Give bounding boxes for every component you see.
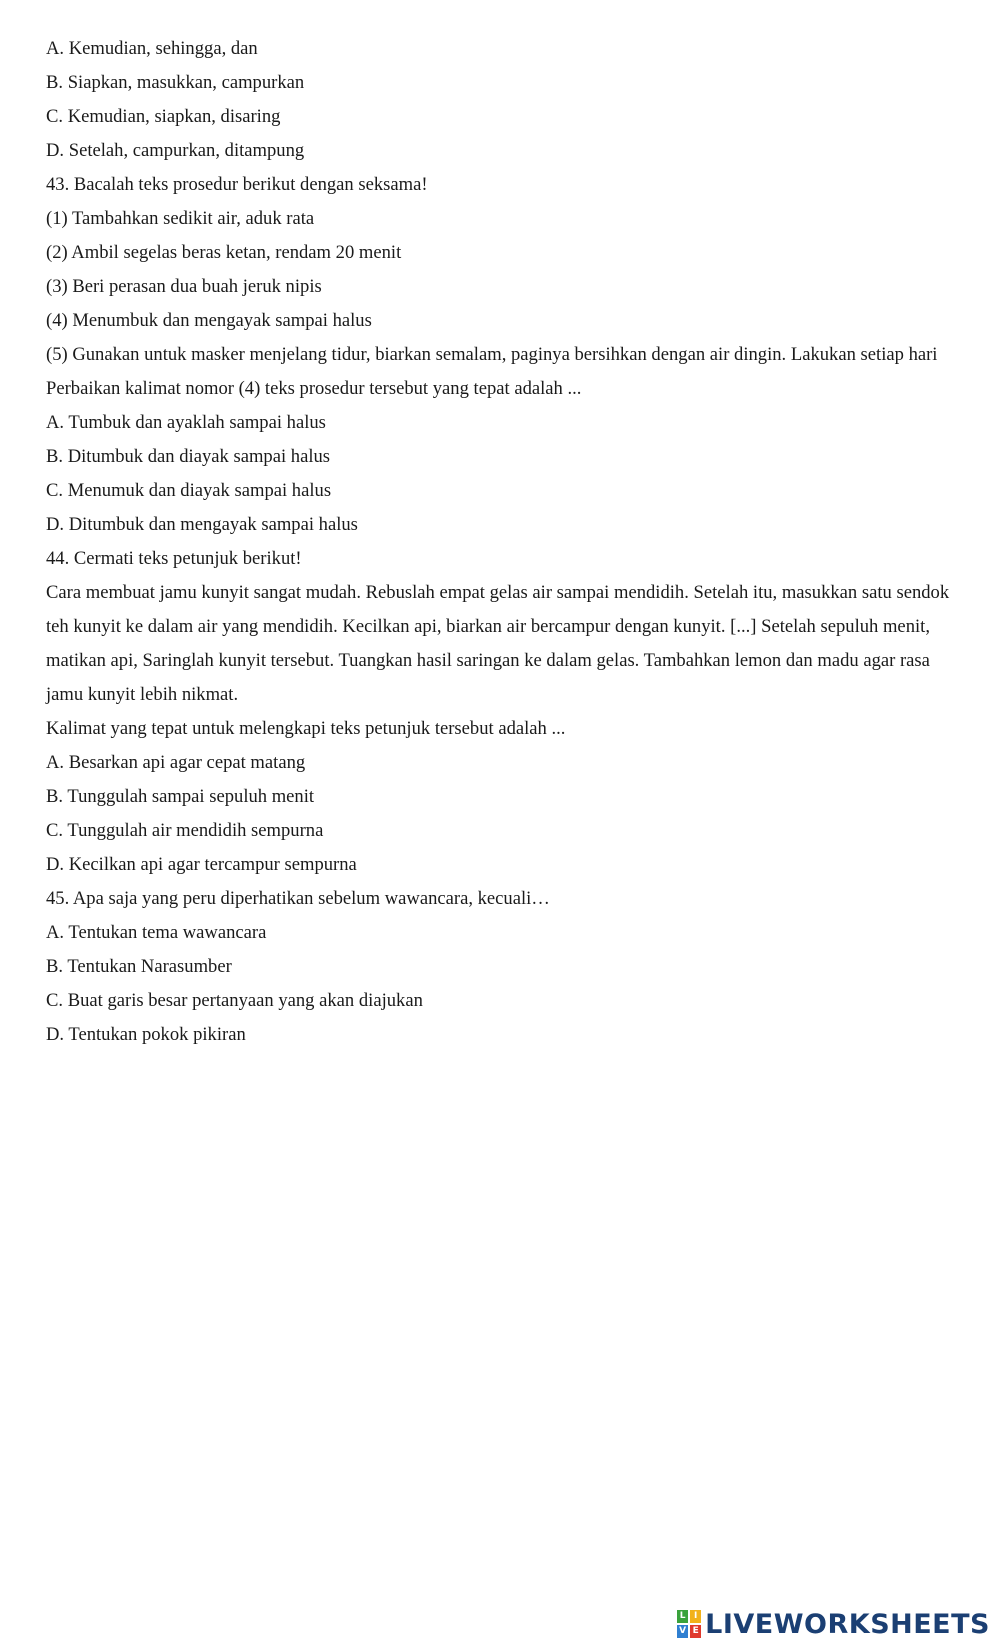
option-a: A. Kemudian, sehingga, dan [46, 38, 258, 59]
procedure-step-4: (4) Menumbuk dan mengayak sampai halus [46, 310, 372, 331]
logo-tile-l: L [677, 1610, 688, 1623]
procedure-step-2: (2) Ambil segelas beras ketan, rendam 20 menit [46, 242, 402, 263]
question-44: 44. Cermati teks petunjuk berikut! [46, 548, 302, 569]
option-b: B. Tunggulah sampai sepuluh menit [46, 786, 315, 807]
logo-tile-v: V [677, 1625, 688, 1638]
document-body [46, 32, 964, 1052]
option-b: B. Ditumbuk dan diayak sampai halus [46, 446, 331, 467]
option-b: B. Siapkan, masukkan, campurkan [46, 72, 305, 93]
option-d: D. Tentukan pokok pikiran [46, 1024, 246, 1045]
option-d: D. Kecilkan api agar tercampur sempurna [46, 854, 357, 875]
option-b: B. Tentukan Narasumber [46, 956, 232, 977]
option-a: A. Tentukan tema wawancara [46, 922, 267, 943]
option-d: D. Ditumbuk dan mengayak sampai halus [46, 514, 358, 535]
logo-text: LIVEWORKSHEETS [705, 1608, 990, 1640]
question-43: 43. Bacalah teks prosedur berikut dengan seksama! [46, 174, 428, 195]
question-43-prompt: Perbaikan kalimat nomor (4) teks prosedur tersebut yang tepat adalah ... [46, 378, 582, 399]
logo-tile-e: E [690, 1625, 701, 1638]
liveworksheets-logo [677, 1607, 990, 1641]
logo-mark-icon [677, 1610, 701, 1638]
option-c: C. Menumuk dan diayak sampai halus [46, 480, 332, 501]
procedure-step-1: (1) Tambahkan sedikit air, aduk rata [46, 208, 315, 229]
procedure-step-3: (3) Beri perasan dua buah jeruk nipis [46, 276, 322, 297]
option-a: A. Besarkan api agar cepat matang [46, 752, 306, 773]
logo-tile-i: I [690, 1610, 701, 1623]
option-a: A. Tumbuk dan ayaklah sampai halus [46, 412, 326, 433]
option-c: C. Kemudian, siapkan, disaring [46, 106, 281, 127]
question-45: 45. Apa saja yang peru diperhatikan sebelum wawancara, kecuali… [46, 888, 550, 909]
question-44-prompt: Kalimat yang tepat untuk melengkapi teks petunjuk tersebut adalah ... [46, 718, 566, 739]
option-d: D. Setelah, campurkan, ditampung [46, 140, 305, 161]
procedure-step-5: (5) Gunakan untuk masker menjelang tidur, biarkan semalam, paginya bersihkan dengan air dingin. Lakukan setiap hari [46, 344, 938, 365]
option-c: C. Buat garis besar pertanyaan yang akan diajukan [46, 990, 423, 1011]
question-44-passage: Cara membuat jamu kunyit sangat mudah. Rebuslah empat gelas air sampai mendidih. Setelah itu, masukkan satu sendok teh kunyit ke dalam air yang mendidih. Kecilkan api, biarkan air bercampur dengan kunyit. [...] Setelah sepuluh menit, matikan api, Saringlah kunyit tersebut. Tuangkan hasil saringan ke dalam gelas. Tambahkan lemon dan madu agar rasa jamu kunyit lebih nikmat. [46, 582, 950, 705]
option-c: C. Tunggulah air mendidih sempurna [46, 820, 324, 841]
